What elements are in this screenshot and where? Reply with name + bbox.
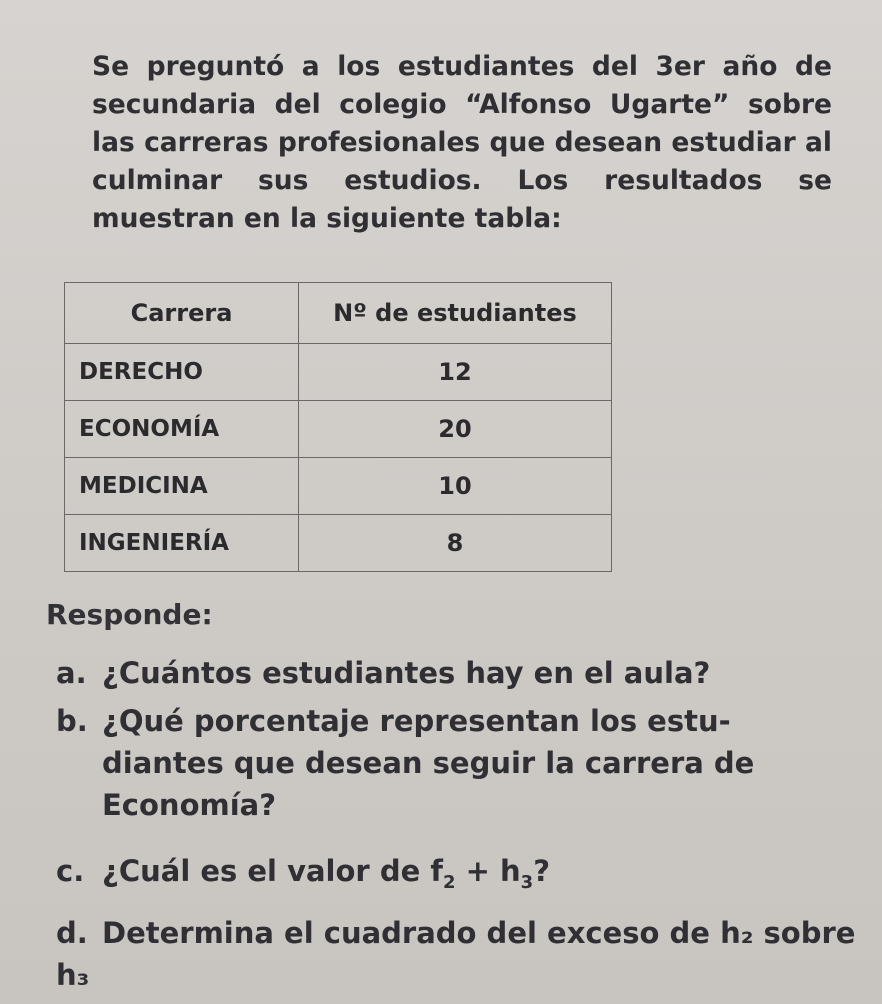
table-cell-carrera: ECONOMÍA — [65, 401, 299, 458]
question-letter: c. — [56, 854, 85, 888]
table-row — [65, 401, 612, 458]
question-text-line-3: Economía? — [102, 788, 277, 822]
responde-heading: Responde: — [46, 598, 213, 631]
table-cell-estudiantes: 20 — [299, 401, 612, 458]
question-text-line-2: diantes que desean seguir la carrera de — [102, 746, 755, 780]
question-mark: ? — [533, 854, 551, 888]
question-b — [56, 700, 826, 826]
subscript-h: 3 — [520, 871, 534, 893]
question-text: ¿Cuál es el valor de — [102, 854, 431, 888]
table-cell-estudiantes: 10 — [299, 458, 612, 515]
subscript-f: 2 — [442, 871, 456, 893]
question-text: ¿Cuántos estudiantes hay en el aula? — [102, 656, 711, 690]
question-letter: d. — [56, 916, 88, 950]
table-row — [65, 344, 612, 401]
table-cell-carrera: MEDICINA — [65, 458, 299, 515]
question-letter: b. — [56, 704, 88, 738]
table-header-row — [65, 283, 612, 344]
column-header-estudiantes: Nº de estudiantes — [299, 283, 612, 344]
table-cell-estudiantes: 12 — [299, 344, 612, 401]
question-c — [56, 850, 550, 904]
table-row — [65, 515, 612, 572]
table-row — [65, 458, 612, 515]
question-letter: a. — [56, 656, 87, 690]
problem-statement: Se preguntó a los estudiantes del 3er año de secundaria del colegio “Alfonso Ugarte” sobre las carreras profesionales que desean estudiar al culminar sus estudios. Los resultados se muestran en la siguiente tabla: — [92, 51, 832, 234]
column-header-carrera: Carrera — [65, 283, 299, 344]
plus-sign: + — [455, 854, 501, 888]
question-a — [56, 652, 710, 694]
variable-f: f — [430, 854, 443, 888]
question-text-line-1: ¿Qué porcentaje representan los estu- — [102, 704, 731, 738]
careers-table — [64, 282, 612, 572]
variable-h: h — [500, 854, 521, 888]
question-d — [56, 912, 882, 996]
table-cell-estudiantes: 8 — [299, 515, 612, 572]
table-cell-carrera: INGENIERÍA — [65, 515, 299, 572]
table-cell-carrera: DERECHO — [65, 344, 299, 401]
question-text: Determina el cuadrado del exceso de h₂ sobre h₃ — [56, 916, 856, 992]
